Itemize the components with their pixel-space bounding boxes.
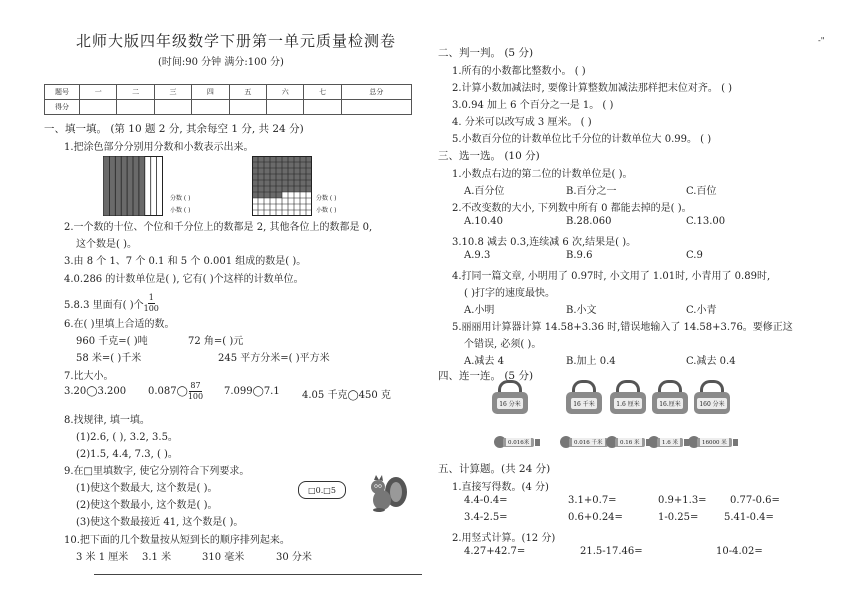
s1-q1: 1.把涂色部分分别用分数和小数表示出来。 xyxy=(64,142,254,153)
score-cell[interactable] xyxy=(117,100,154,115)
score-cell[interactable] xyxy=(154,100,191,115)
lock-label: 16.厘米 xyxy=(657,398,683,409)
key-label: 0.16 米 xyxy=(620,440,640,446)
s1-q2-line1: 2.一个数的十位、个位和千分位上的数都是 2, 其他各位上的数都是 0, xyxy=(64,222,373,233)
s3-q5-option: A.减去 4 xyxy=(464,356,504,367)
lock-shackle xyxy=(658,380,682,392)
key-bar xyxy=(569,438,608,447)
key-item[interactable] xyxy=(494,436,540,448)
mental-math-item: 4.4-0.4= xyxy=(464,495,508,506)
page-subtitle: (时间:90 分钟 满分:100 分) xyxy=(158,57,284,68)
score-header-cell: 三 xyxy=(154,85,191,100)
s1-q9-c: (3)使这个数最接近 41, 这个数是( )。 xyxy=(76,517,244,528)
lock-item[interactable] xyxy=(610,380,646,414)
s3-q2: 2.不改变数的大小, 下列数中所有 0 都能去掉的是( )。 xyxy=(452,203,692,214)
key-item[interactable] xyxy=(688,436,738,448)
s1-q7-b-text: 0.087◯ xyxy=(148,386,188,397)
s1-q4: 4.0.286 的计数单位是( ), 它有( )个这样的计数单位。 xyxy=(64,274,304,285)
fig2-fraction-label: 分数 ( ) xyxy=(316,195,337,202)
fig2-decimal-label: 小数 ( ) xyxy=(316,207,337,214)
s3-q2-option: A.10.40 xyxy=(464,216,504,227)
lock-label: 16 分米 xyxy=(497,398,523,409)
mental-math-item: 0.77-0.6= xyxy=(730,495,780,506)
lock-body xyxy=(492,392,528,414)
corner-mark: -" xyxy=(818,36,825,45)
lock-label: 160 分米 xyxy=(697,398,726,409)
s1-q7-b-numerator: 87 xyxy=(190,381,201,390)
s3-q1-option: A.百分位 xyxy=(464,186,505,197)
mental-math-item: 0.9+1.3= xyxy=(658,495,707,506)
s1-q6-b: 72 角=( )元 xyxy=(188,336,244,347)
score-header-cell: 题号 xyxy=(45,85,80,100)
s1-q3: 3.由 8 个 1、7 个 0.1 和 5 个 0.001 组成的数是( )。 xyxy=(64,256,307,267)
score-cell[interactable] xyxy=(192,100,229,115)
s1-q5-denominator: 100 xyxy=(143,304,159,313)
section-3-title: 三、选一选。 (10 分) xyxy=(438,150,540,162)
s1-q6-a: 960 千克=( )吨 xyxy=(76,336,148,347)
s3-q3-option: B.9.6 xyxy=(566,250,593,261)
s1-q8-b: (2)1.5, 4.4, 7.3, ( )。 xyxy=(76,449,178,460)
key-bar xyxy=(503,438,534,447)
s2-item: 5.小数百分位的计数单位比千分位的计数单位大 0.99。 ( ) xyxy=(452,134,712,145)
s5-q1: 1.直接写得数。(4 分) xyxy=(452,482,549,493)
mental-math-item: 0.6+0.24= xyxy=(568,512,623,523)
key-item[interactable] xyxy=(648,436,689,448)
section-2-title: 二、判一判。 (5 分) xyxy=(438,47,534,59)
lock-item[interactable] xyxy=(566,380,602,414)
grid-fraction-figure xyxy=(252,156,312,216)
s1-q10-item: 3.1 米 xyxy=(142,552,172,563)
s3-q2-option: B.28.060 xyxy=(566,216,612,227)
page-title: 北师大版四年级数学下册第一单元质量检测卷 xyxy=(76,32,397,50)
lock-label: 16 千米 xyxy=(571,398,597,409)
section-4-title: 四、连一连。 (5 分) xyxy=(438,370,534,382)
lock-body xyxy=(652,392,688,414)
s1-q10: 10.把下面的几个数量按从短到长的顺序排列起来。 xyxy=(64,535,290,546)
key-bar xyxy=(615,438,645,447)
score-header-cell: 二 xyxy=(117,85,154,100)
s3-q5-line2: 个错误, 必须( )。 xyxy=(464,339,542,350)
s1-q7-b xyxy=(148,381,203,402)
q9-number-bubble xyxy=(298,481,346,499)
stripe-fraction-figure xyxy=(103,156,163,216)
score-cell[interactable] xyxy=(229,100,266,115)
score-header-cell: 七 xyxy=(304,85,341,100)
score-table-header-row xyxy=(45,85,412,100)
s3-q1-option: C.百位 xyxy=(686,186,717,197)
key-bar xyxy=(697,438,732,447)
score-header-cell: 六 xyxy=(267,85,304,100)
s1-q5-numerator: 1 xyxy=(148,293,154,302)
score-cell[interactable] xyxy=(80,100,117,115)
column-calc-item: 10-4.02= xyxy=(716,546,763,557)
s2-item: 4. 分米可以改写成 3 厘米。 ( ) xyxy=(452,117,592,128)
s1-q6-d: 245 平方分米=( )平方米 xyxy=(218,353,330,364)
lock-label: 1.6 厘米 xyxy=(614,398,641,409)
s5-q2: 2.用竖式计算。(12 分) xyxy=(452,533,556,544)
key-label: 1.6 米 xyxy=(662,440,678,446)
q9-box-number: □0.□5 xyxy=(308,485,336,495)
mental-math-item: 1-0.25= xyxy=(658,512,699,523)
key-bar xyxy=(657,438,683,447)
s3-q4-option: A.小明 xyxy=(464,305,495,316)
squirrel-icon xyxy=(366,474,408,514)
s1-q2-line2: 这个数是( )。 xyxy=(76,239,137,250)
section-5-title: 五、计算题。(共 24 分) xyxy=(438,463,551,475)
mental-math-item: 3.1+0.7= xyxy=(568,495,617,506)
fig1-fraction-label: 分数 ( ) xyxy=(170,195,191,202)
key-bit xyxy=(535,439,540,446)
key-label: 0.016 千米 xyxy=(574,440,603,446)
score-cell[interactable] xyxy=(267,100,304,115)
column-calc-item: 4.27+42.7= xyxy=(464,546,526,557)
s3-q3-option: A.9.3 xyxy=(464,250,491,261)
s1-q7-b-denominator: 100 xyxy=(187,392,204,401)
key-item[interactable] xyxy=(606,436,651,448)
mental-math-item: 3.4-2.5= xyxy=(464,512,508,523)
s3-q5-option: C.减去 0.4 xyxy=(686,356,736,367)
s1-q7: 7.比大小。 xyxy=(64,371,114,382)
lock-body xyxy=(694,392,730,414)
mental-math-item: 5.41-0.4= xyxy=(724,512,774,523)
answer-line xyxy=(94,574,422,575)
lock-shackle xyxy=(498,380,522,392)
s1-q7-c: 7.099◯7.1 xyxy=(224,386,280,397)
s1-q5-text: 5.8.3 里面有( )个 xyxy=(64,300,144,311)
s1-q9: 9.在□里填数字, 使它分别符合下列要求。 xyxy=(64,466,250,477)
s3-q4-option: C.小青 xyxy=(686,305,717,316)
lock-shackle xyxy=(572,380,596,392)
score-row-label: 得分 xyxy=(45,100,80,115)
s1-q6: 6.在( )里填上合适的数。 xyxy=(64,319,175,330)
s3-q4-line1: 4.打同一篇文章, 小明用了 0.97时, 小文用了 1.01时, 小青用了 0.89时, xyxy=(452,271,771,282)
fig1-decimal-label: 小数 ( ) xyxy=(170,207,191,214)
s2-item: 2.计算小数加减法时, 要像计算整数加减法那样把末位对齐。 ( ) xyxy=(452,83,733,94)
lock-item[interactable] xyxy=(652,380,688,414)
s3-q2-option: C.13.00 xyxy=(686,216,726,227)
key-label: 0.016米 xyxy=(508,440,530,446)
lock-body xyxy=(610,392,646,414)
s1-q10-item: 310 毫米 xyxy=(202,552,245,563)
s1-q10-item: 3 米 1 厘米 xyxy=(76,552,129,563)
lock-body xyxy=(566,392,602,414)
s1-q9-b: (2)使这个数最小, 这个数是( )。 xyxy=(76,500,218,511)
s1-q7-d: 4.05 千克◯450 克 xyxy=(302,390,391,401)
s1-q5 xyxy=(64,293,159,314)
lock-shackle xyxy=(700,380,724,392)
section-1-title: 一、填一填。 (第 10 题 2 分, 其余每空 1 分, 共 24 分) xyxy=(44,123,304,135)
score-cell[interactable] xyxy=(304,100,341,115)
score-cell[interactable] xyxy=(341,100,411,115)
s1-q10-item: 30 分米 xyxy=(276,552,312,563)
column-calc-item: 21.5-17.46= xyxy=(580,546,643,557)
s3-q1-option: B.百分之一 xyxy=(566,186,617,197)
s1-q7-b-fraction xyxy=(188,381,203,402)
s1-q5-fraction xyxy=(144,293,159,314)
s1-q8: 8.找规律, 填一填。 xyxy=(64,415,150,426)
s1-q9-a: (1)使这个数最大, 这个数是( )。 xyxy=(76,483,218,494)
s2-item: 1.所有的小数都比整数小。 ( ) xyxy=(452,66,586,77)
s3-q3-option: C.9 xyxy=(686,250,703,261)
s3-q5-option: B.加上 0.4 xyxy=(566,356,616,367)
lock-item[interactable] xyxy=(694,380,730,414)
s2-item: 3.0.94 加上 6 个百分之一是 1。 ( ) xyxy=(452,100,614,111)
score-header-cell: 总分 xyxy=(341,85,411,100)
s1-q8-a: (1)2.6, ( ), 3.2, 3.5。 xyxy=(76,432,178,443)
lock-item[interactable] xyxy=(492,380,528,414)
key-bit xyxy=(733,439,738,446)
s1-q7-a: 3.20◯3.200 xyxy=(64,386,127,397)
s1-q6-c: 58 米=( )千米 xyxy=(76,353,142,364)
score-header-cell: 五 xyxy=(229,85,266,100)
score-table-score-row xyxy=(45,100,412,115)
s3-q5-line1: 5.丽丽用计算器计算 14.58+3.36 时,错误地输入了 14.58+3.76。要修正这 xyxy=(452,322,793,333)
s3-q4-line2: ( )打字的速度最快。 xyxy=(464,288,555,299)
lock-shackle xyxy=(616,380,640,392)
key-label: 16000 米 xyxy=(702,440,727,446)
s3-q1: 1.小数点右边的第二位的计数单位是( )。 xyxy=(452,169,633,180)
score-header-cell: 一 xyxy=(80,85,117,100)
score-table xyxy=(44,84,412,115)
s3-q3: 3.10.8 减去 0.3,连续减 6 次,结果是( )。 xyxy=(452,237,637,248)
s3-q4-option: B.小文 xyxy=(566,305,597,316)
score-header-cell: 四 xyxy=(192,85,229,100)
